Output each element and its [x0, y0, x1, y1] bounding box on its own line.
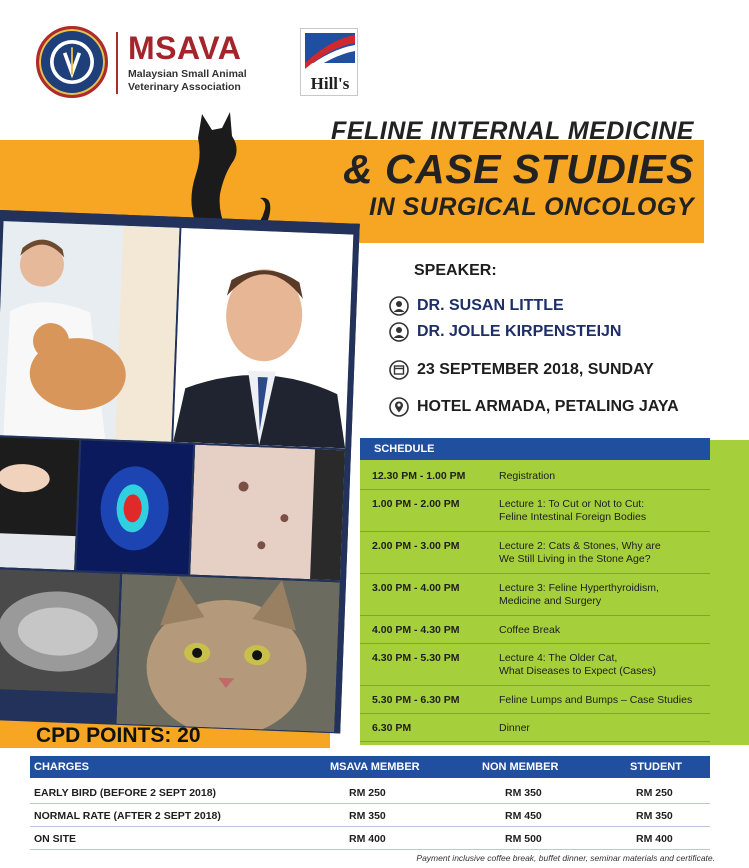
- charge-student: RM 250: [636, 787, 673, 799]
- charges-header-member: MSAVA MEMBER: [330, 761, 420, 773]
- speaker-2-name: DR. JOLLE KIRPENSTEIJN: [417, 323, 622, 340]
- cpd-points: CPD POINTS: 20: [36, 724, 201, 747]
- schedule-description-line: Lecture 3: Feline Hyperthyroidism,: [499, 582, 659, 594]
- schedule-time: 2.00 PM - 3.00 PM: [372, 540, 460, 552]
- charge-non-member: RM 450: [505, 810, 542, 822]
- schedule-description-line: Lecture 2: Cats & Stones, Why are: [499, 540, 661, 552]
- calendar-icon: [389, 360, 409, 380]
- charge-label: ON SITE: [34, 833, 77, 845]
- schedule-description-line: Medicine and Surgery: [499, 595, 602, 607]
- schedule-time: 5.30 PM - 6.30 PM: [372, 694, 460, 706]
- charge-student: RM 350: [636, 810, 673, 822]
- schedule-description-line: Dinner: [499, 722, 530, 734]
- schedule-description-line: Lecture 1: To Cut or Not to Cut:: [499, 498, 645, 510]
- schedule-description-line: We Still Living in the Stone Age?: [499, 553, 651, 565]
- photo-cat-exam: [0, 437, 79, 570]
- schedule-description: [499, 624, 713, 637]
- schedule-row: [360, 490, 710, 532]
- schedule-description: [499, 722, 713, 735]
- svg-text:Hill's: Hill's: [310, 74, 350, 93]
- speaker-label: SPEAKER:: [414, 262, 497, 279]
- schedule-row: [360, 644, 710, 686]
- schedule-description: [499, 498, 713, 524]
- schedule-header: SCHEDULE: [360, 438, 710, 460]
- schedule-row: [360, 574, 710, 616]
- schedule-description: [499, 694, 713, 707]
- schedule-description-line: Registration: [499, 470, 556, 482]
- charges-row: [30, 782, 710, 804]
- msava-name: MSAVA: [128, 30, 242, 66]
- event-venue-text: HOTEL ARMADA, PETALING JAYA: [417, 398, 679, 415]
- charge-member: RM 400: [349, 833, 386, 845]
- schedule-row: [360, 616, 710, 644]
- footnote: Payment inclusive coffee break, buffet dinner, seminar materials and certificate.: [416, 853, 715, 863]
- charge-label: EARLY BIRD (BEFORE 2 SEPT 2018): [34, 787, 217, 799]
- schedule-row: [360, 532, 710, 574]
- person-icon: [389, 322, 409, 342]
- schedule-time: 4.30 PM - 5.30 PM: [372, 652, 460, 664]
- speaker-1-name: DR. SUSAN LITTLE: [417, 297, 564, 314]
- schedule-row: [360, 714, 710, 742]
- hills-logo-icon: [300, 28, 358, 96]
- charges-row: [30, 805, 710, 827]
- person-icon: [389, 296, 409, 316]
- photo-tabby-cat: [116, 574, 340, 732]
- msava-seal-icon: [36, 26, 108, 98]
- schedule-time: 3.00 PM - 4.00 PM: [372, 582, 460, 594]
- schedule-table: [360, 462, 710, 742]
- logo-divider: [116, 32, 118, 94]
- title-line-3: IN SURGICAL ONCOLOGY: [369, 193, 694, 221]
- schedule-description: [499, 652, 713, 678]
- event-venue: [389, 395, 679, 419]
- schedule-time: 12.30 PM - 1.00 PM: [372, 470, 466, 482]
- charges-header-type: CHARGES: [34, 761, 90, 773]
- charge-member: RM 250: [349, 787, 386, 799]
- photo-skin-lesions: [190, 445, 345, 581]
- schedule-description: [499, 582, 713, 608]
- schedule-row: [360, 686, 710, 714]
- charge-student: RM 400: [636, 833, 673, 845]
- charges-row: [30, 828, 710, 850]
- msava-full-name: Malaysian Small Animal Veterinary Association: [128, 68, 247, 93]
- photo-speaker-portrait: [173, 228, 353, 448]
- schedule-time: 6.30 PM: [372, 722, 412, 734]
- schedule-row: [360, 462, 710, 490]
- event-date-text: 23 SEPTEMBER 2018, SUNDAY: [417, 361, 654, 378]
- title-line-2: & CASE STUDIES: [343, 146, 694, 192]
- schedule-description: [499, 540, 713, 566]
- schedule-description-line: Coffee Break: [499, 624, 561, 636]
- schedule-description-line: Lecture 4: The Older Cat,: [499, 652, 618, 664]
- location-pin-icon: [389, 397, 409, 417]
- charge-non-member: RM 500: [505, 833, 542, 845]
- photo-xray: [0, 569, 120, 694]
- schedule-time: 4.00 PM - 4.30 PM: [372, 624, 460, 636]
- event-date: [389, 358, 654, 382]
- photo-collage: [0, 210, 360, 733]
- charge-member: RM 350: [349, 810, 386, 822]
- charges-header: [30, 756, 710, 778]
- photo-scintigraphy: [76, 440, 193, 574]
- schedule-description-line: Feline Intestinal Foreign Bodies: [499, 511, 647, 523]
- speaker-2: [389, 320, 621, 344]
- title-line-1: FELINE INTERNAL MEDICINE: [331, 117, 694, 145]
- event-title: [331, 116, 694, 222]
- schedule-time: 1.00 PM - 2.00 PM: [372, 498, 460, 510]
- charge-non-member: RM 350: [505, 787, 542, 799]
- schedule-description-line: What Diseases to Expect (Cases): [499, 665, 656, 677]
- photo-vet-with-cat: [0, 221, 179, 442]
- charge-label: NORMAL RATE (AFTER 2 SEPT 2018): [34, 810, 221, 822]
- speaker-1: [389, 294, 564, 318]
- charges-header-non-member: NON MEMBER: [482, 761, 559, 773]
- schedule-description-line: Feline Lumps and Bumps – Case Studies: [499, 694, 693, 706]
- charges-header-student: STUDENT: [630, 761, 682, 773]
- schedule-description: [499, 470, 713, 483]
